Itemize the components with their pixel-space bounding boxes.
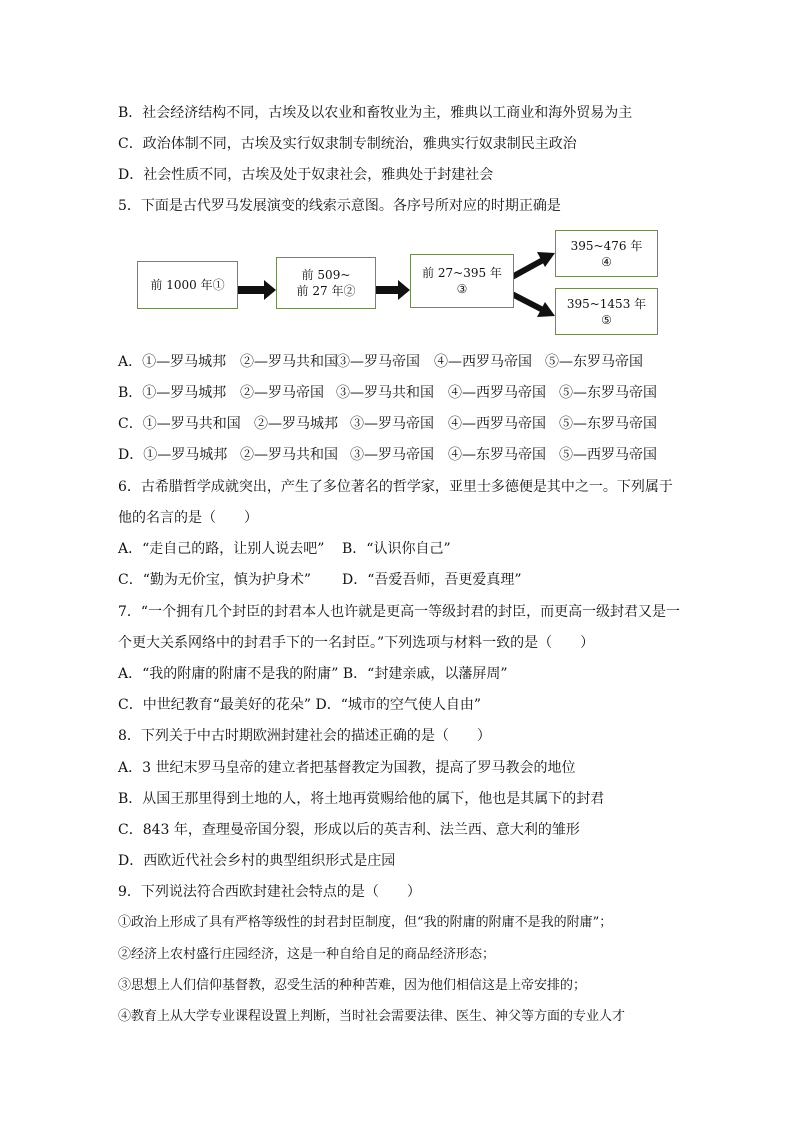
q5-option-b: B．①—罗马城邦 ②—罗马帝国 ③—罗马共和国 ④—西罗马帝国 ⑤—东罗马帝国 <box>118 385 657 401</box>
timeline-box-3 <box>410 254 514 308</box>
q6-stem-line1: 6．古希腊哲学成就突出，产生了多位著名的哲学家，亚里士多德便是其中之一。下列属于 <box>118 479 673 495</box>
q7-stem-line2: 个更大关系网络中的封君手下的一名封臣。”下列选项与材料一致的是（ ） <box>118 635 595 651</box>
q8-option-d: D．西欧近代社会乡村的典型组织形式是庄园 <box>118 853 396 869</box>
box5-line1: 395~1453 年 <box>566 296 647 311</box>
q5-option-a: A．①—罗马城邦 ②—罗马共和国③—罗马帝国 ④—西罗马帝国 ⑤—东罗马帝国 <box>118 354 643 370</box>
q9-stem: 9．下列说法符合西欧封建社会特点的是（ ） <box>118 884 421 900</box>
q8-option-c: C．843 年，查理曼帝国分裂，形成以后的英吉利、法兰西、意大利的雏形 <box>118 822 580 838</box>
box2-line2: 前 27 年② <box>296 284 356 298</box>
q6-options-ab <box>118 540 451 558</box>
timeline-box-4 <box>555 230 658 277</box>
box4-line1: 395~476 年 <box>570 238 643 253</box>
box2-line1: 前 509~ <box>301 268 351 282</box>
q9-item-3: ③思想上人们信仰基督教，忍受生活的种种苦难，因为他们相信这是上帝安排的； <box>118 978 587 993</box>
q4-option-d: D．社会性质不同，古埃及处于奴隶社会，雅典处于封建社会 <box>118 167 494 183</box>
q9-item-1: ①政治上形成了具有严格等级性的封君封臣制度，但“我的附庸的附庸不是我的附庸”； <box>118 915 613 930</box>
q6-option-d: D．“吾爱吾师，吾更爱真理” <box>342 572 522 588</box>
q8-option-b: B．从国王那里得到土地的人，将土地再赏赐给他的属下，他也是其属下的封君 <box>118 791 605 807</box>
box1-label: 前 1000 年① <box>150 278 225 292</box>
q9-item-2: ②经济上农村盛行庄园经济，这是一种自给自足的商品经济形态； <box>118 947 496 962</box>
q6-stem-line2: 他的名言的是（ ） <box>118 510 258 526</box>
arrow-3-5-shaft <box>512 294 543 310</box>
q8-stem: 8．下列关于中古时期欧洲封建社会的描述正确的是（ ） <box>118 728 491 744</box>
q5-stem: 5．下面是古代罗马发展演变的线索示意图。各序号所对应的时期正确是 <box>118 198 561 214</box>
flow-arrows <box>0 0 794 360</box>
q9-item-4: ④教育上从大学专业课程设置上判断，当时社会需要法律、医生、神父等方面的专业人才 <box>118 1009 626 1024</box>
q8-option-a: A．3 世纪末罗马皇帝的建立者把基督教定为国教，提高了罗马教会的地位 <box>118 760 576 776</box>
q6-option-a: A．“走自己的路，让别人说去吧” <box>118 541 325 557</box>
q5-option-c: C．①—罗马共和国 ②—罗马城邦 ③—罗马帝国 ④—西罗马帝国 ⑤—东罗马帝国 <box>118 416 657 432</box>
arrow-3-4-shaft <box>512 260 543 277</box>
q4-option-c: C．政治体制不同，古埃及实行奴隶制专制统治，雅典实行奴隶制民主政治 <box>118 136 577 152</box>
box5-line2: ⑤ <box>601 312 612 327</box>
q6-option-c: C．“勤为无价宝，慎为护身术” <box>118 572 312 588</box>
arrow-2-3 <box>374 280 410 300</box>
q6-option-b: B．“认识你自己” <box>342 541 451 557</box>
timeline-box-5 <box>555 288 658 335</box>
box3-line1: 前 27~395 年 <box>422 266 502 280</box>
q7-options-cd: C．中世纪教育“最美好的花朵” D．“城市的空气使人自由” <box>118 697 482 713</box>
arrow-1-2 <box>236 280 276 300</box>
box3-line2: ③ <box>456 282 468 296</box>
box4-line2: ④ <box>601 254 612 269</box>
q7-stem-line1: 7．“一个拥有几个封臣的封君本人也许就是更高一等级封君的封臣，而更高一级封君又是一 <box>118 604 681 620</box>
timeline-box-1 <box>137 261 238 309</box>
timeline-box-2 <box>276 257 376 309</box>
q6-options-cd <box>118 571 522 589</box>
q7-options-ab: A．“我的附庸的附庸不是我的附庸” B．“封建亲戚，以藩屏周” <box>118 666 508 682</box>
q5-option-d: D．①—罗马城邦 ②—罗马共和国 ③—罗马帝国 ④—东罗马帝国 ⑤—西罗马帝国 <box>118 447 657 463</box>
q4-option-b: B．社会经济结构不同，古埃及以农业和畜牧业为主，雅典以工商业和海外贸易为主 <box>118 105 633 121</box>
